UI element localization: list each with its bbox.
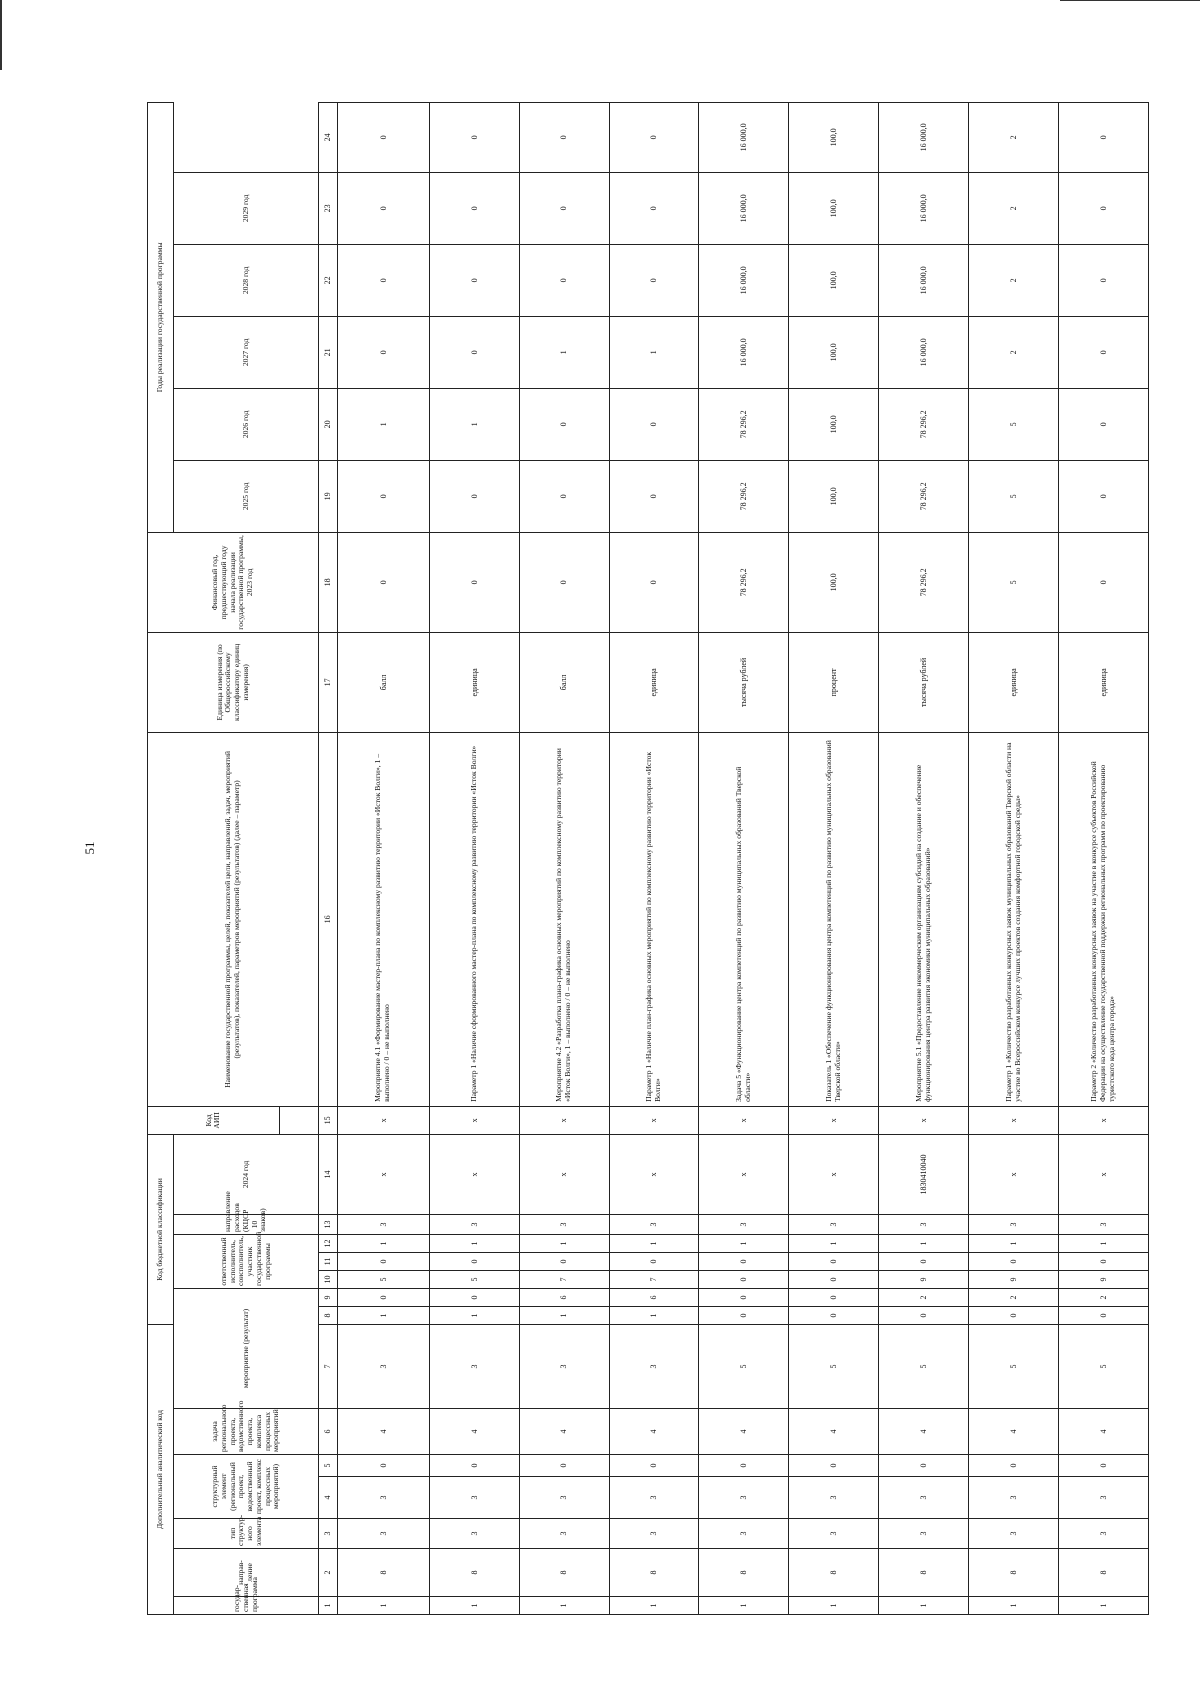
header-year-2026: 2026 год: [174, 388, 319, 460]
table-cell: 9: [1058, 1270, 1148, 1288]
table-cell: 3: [879, 1519, 969, 1549]
table-cell: 3: [699, 1214, 789, 1234]
table-cell: 5: [789, 1324, 879, 1408]
table-cell: 7: [519, 1270, 609, 1288]
table-cell: 100,0: [789, 244, 879, 316]
table-cell: 0: [969, 1306, 1059, 1324]
table-cell: 0: [429, 1252, 519, 1270]
table-cell: 1: [699, 1234, 789, 1252]
table-cell: 0: [1058, 388, 1148, 460]
table-cell: х: [1058, 1106, 1148, 1134]
column-number: 11: [319, 1252, 338, 1270]
table-cell: 4: [337, 1409, 429, 1455]
table-cell: 78 296,2: [699, 532, 789, 632]
table-cell: единица: [429, 632, 519, 732]
table-cell: 3: [969, 1214, 1059, 1234]
table-cell: 0: [1058, 460, 1148, 532]
table-cell: единица: [609, 632, 699, 732]
table-cell: 0: [519, 102, 609, 172]
header-struct: структурный элемент (региональный проект, ведомственный проект, комплекс процессных мероприятий): [174, 1455, 319, 1519]
table-row: [1058, 102, 1148, 1614]
table-cell: 0: [519, 1252, 609, 1270]
table-cell: 7: [609, 1270, 699, 1288]
table-cell: 78 296,2: [699, 388, 789, 460]
table-cell: 0: [609, 172, 699, 244]
table-cell: 0: [429, 532, 519, 632]
table-cell: 5: [879, 1324, 969, 1408]
row-name-cell: Мероприятие 4.1 «Формирование мастер-плана по комплексному развитию территории «Исток Волги», 1 – выполнено / 0 – не выполнено: [337, 732, 429, 1106]
table-cell: х: [699, 1134, 789, 1214]
table-cell: 3: [1058, 1214, 1148, 1234]
table-cell: 0: [789, 1288, 879, 1306]
table-cell: 6: [609, 1288, 699, 1306]
table-cell: 3: [429, 1324, 519, 1408]
table-cell: 0: [699, 1455, 789, 1477]
header-task: задача регионального проекта, ведомственного проекта, комплекса процессных мероприятий: [174, 1409, 319, 1455]
table-cell: 8: [879, 1549, 969, 1597]
table-cell: 0: [429, 244, 519, 316]
column-number: 4: [319, 1477, 338, 1519]
table-cell: 0: [337, 244, 429, 316]
table-cell: 5: [337, 1270, 429, 1288]
table-cell: 3: [337, 1214, 429, 1234]
table-cell: 3: [519, 1519, 609, 1549]
header-year-2029: 2029 год: [174, 172, 319, 244]
table-cell: 3: [519, 1477, 609, 1519]
table-cell: 1: [519, 1234, 609, 1252]
table-cell: 0: [429, 1455, 519, 1477]
table-cell: 100,0: [789, 172, 879, 244]
table-cell: 1: [337, 1234, 429, 1252]
header-year-2027: 2027 год: [174, 316, 319, 388]
table-cell: 8: [609, 1549, 699, 1597]
table-cell: 1: [969, 1597, 1059, 1615]
table-cell: 8: [969, 1549, 1059, 1597]
table-cell: 0: [1058, 1455, 1148, 1477]
column-number: 19: [319, 460, 338, 532]
header-exec: ответственный исполнитель, соисполнитель, участник государственной программы: [174, 1234, 319, 1288]
table-cell: 0: [609, 244, 699, 316]
table-cell: 0: [337, 460, 429, 532]
table-cell: 8: [1058, 1549, 1148, 1597]
table-cell: 16 000,0: [879, 172, 969, 244]
column-number: 13: [319, 1214, 338, 1234]
table-cell: 1: [519, 1306, 609, 1324]
table-row: [699, 102, 789, 1614]
table-cell: 0: [1058, 316, 1148, 388]
table-cell: 5: [969, 532, 1059, 632]
table-cell: 16 000,0: [699, 244, 789, 316]
column-number: 7: [319, 1324, 338, 1408]
table-cell: 0: [429, 102, 519, 172]
table-cell: 3: [609, 1214, 699, 1234]
table-cell: 0: [429, 460, 519, 532]
table-cell: 16 000,0: [879, 316, 969, 388]
table-cell: 100,0: [789, 102, 879, 172]
table-cell: 1: [879, 1234, 969, 1252]
table-cell: 0: [879, 1252, 969, 1270]
table-cell: 8: [789, 1549, 879, 1597]
table-cell: х: [1058, 1134, 1148, 1214]
table-cell: 3: [519, 1214, 609, 1234]
table-cell: 0: [337, 1455, 429, 1477]
column-number: 12: [319, 1234, 338, 1252]
table-cell: 1: [429, 1306, 519, 1324]
table-cell: 3: [1058, 1477, 1148, 1519]
table-cell: 2: [879, 1288, 969, 1306]
table-cell: 0: [337, 1288, 429, 1306]
table-cell: 1: [609, 1306, 699, 1324]
table-cell: 8: [519, 1549, 609, 1597]
table-row: [429, 102, 519, 1614]
table-cell: 0: [1058, 244, 1148, 316]
table-cell: 0: [519, 1455, 609, 1477]
table-cell: 4: [789, 1409, 879, 1455]
header-direction: направ-ление: [174, 1549, 319, 1597]
table-cell: 2: [969, 1288, 1059, 1306]
table-cell: 1: [699, 1597, 789, 1615]
header-exp: направление расходов (КЦСР 10 знаков): [174, 1214, 319, 1234]
table-cell: 1: [879, 1597, 969, 1615]
table-cell: 3: [337, 1477, 429, 1519]
column-number: 2: [319, 1549, 338, 1597]
table-cell: 1830410040: [879, 1134, 969, 1214]
column-number: 1: [319, 1597, 338, 1615]
table-cell: 1: [519, 316, 609, 388]
table-cell: 0: [969, 1252, 1059, 1270]
table-cell: 0: [429, 172, 519, 244]
table-cell: х: [789, 1106, 879, 1134]
table-cell: 3: [1058, 1519, 1148, 1549]
table-row: [969, 102, 1059, 1614]
table-cell: х: [337, 1134, 429, 1214]
table-cell: 1: [429, 1597, 519, 1615]
table-cell: 78 296,2: [879, 532, 969, 632]
table-cell: 0: [1058, 532, 1148, 632]
table-cell: 1: [337, 1306, 429, 1324]
column-number: 24: [319, 102, 338, 172]
table-cell: 3: [789, 1519, 879, 1549]
header-additional-code: Дополнительный аналитический код: [148, 1324, 174, 1614]
table-cell: 3: [337, 1324, 429, 1408]
table-cell: 2: [969, 316, 1059, 388]
table-cell: 8: [337, 1549, 429, 1597]
column-number: 21: [319, 316, 338, 388]
table-cell: 0: [609, 388, 699, 460]
row-name-cell: Параметр 1 «Наличие сформированного мастер-плана по комплексному развитию территории «Исток Волги»: [429, 732, 519, 1106]
table-cell: 100,0: [789, 316, 879, 388]
header-event: мероприятие (результат): [174, 1288, 319, 1408]
table-cell: 4: [609, 1409, 699, 1455]
table-cell: 1: [1058, 1234, 1148, 1252]
table-cell: х: [429, 1134, 519, 1214]
table-cell: 3: [879, 1214, 969, 1234]
table-cell: 0: [429, 316, 519, 388]
column-number: 6: [319, 1409, 338, 1455]
header-aip-code: Код АИП: [148, 1106, 280, 1134]
row-name-cell: Мероприятие 5.1 «Предоставление некоммерческим организациям субсидий на создание и обеспечение функционирования центра развития экономики муниципальных образований»: [879, 732, 969, 1106]
table-cell: 1: [429, 388, 519, 460]
table-cell: 0: [789, 1270, 879, 1288]
header-gp: государ-ственная программа: [174, 1597, 319, 1615]
table-cell: 2: [969, 102, 1059, 172]
column-number: 14: [319, 1134, 338, 1214]
table-cell: 1: [337, 1597, 429, 1615]
column-number: 10: [319, 1270, 338, 1288]
table-cell: 0: [879, 1306, 969, 1324]
header-fin-year: Финансовый год, предшествующий году начала реализации государственной программы, 2023 год: [148, 532, 319, 632]
table-cell: 1: [789, 1597, 879, 1615]
table-cell: 16 000,0: [879, 244, 969, 316]
table-cell: 0: [1058, 1252, 1148, 1270]
table-cell: 0: [789, 1252, 879, 1270]
table-cell: 8: [699, 1549, 789, 1597]
table-cell: 3: [699, 1477, 789, 1519]
header-aip-code-blank: [279, 1106, 318, 1134]
table-cell: балл: [519, 632, 609, 732]
header-year-2028: 2028 год: [174, 244, 319, 316]
table-cell: 0: [519, 532, 609, 632]
table-cell: 4: [429, 1409, 519, 1455]
table-cell: 0: [699, 1270, 789, 1288]
table-cell: процент: [789, 632, 879, 732]
table-cell: 3: [429, 1214, 519, 1234]
table-cell: 0: [337, 1252, 429, 1270]
table-cell: 1: [609, 316, 699, 388]
table-row: [519, 102, 609, 1614]
table-cell: 8: [429, 1549, 519, 1597]
column-number: 17: [319, 632, 338, 732]
table-cell: х: [699, 1106, 789, 1134]
table-cell: 0: [337, 172, 429, 244]
table-cell: 2: [969, 244, 1059, 316]
table-cell: 0: [789, 1306, 879, 1324]
table-cell: тысяча рублей: [879, 632, 969, 732]
table-cell: 1: [609, 1597, 699, 1615]
table-cell: 0: [789, 1455, 879, 1477]
column-number: 15: [319, 1106, 338, 1134]
table-cell: 0: [429, 1288, 519, 1306]
page-number: 51: [82, 841, 97, 855]
row-name-cell: Показатель 1 «Обеспечение функционирования центра компетенций по развитию муниципальных образований Тверской области»: [789, 732, 879, 1106]
table-cell: 3: [609, 1477, 699, 1519]
table-cell: 5: [429, 1270, 519, 1288]
header-year-2024: 2024 год: [174, 1134, 319, 1214]
table-cell: 3: [699, 1519, 789, 1549]
table-cell: 3: [429, 1519, 519, 1549]
table-cell: 2: [969, 172, 1059, 244]
table-cell: 0: [699, 1306, 789, 1324]
table-row: [609, 102, 699, 1614]
table-cell: 5: [699, 1324, 789, 1408]
table-cell: 0: [609, 1252, 699, 1270]
table-cell: 16 000,0: [699, 102, 789, 172]
column-number: 3: [319, 1519, 338, 1549]
table-cell: 1: [969, 1234, 1059, 1252]
table-cell: х: [429, 1106, 519, 1134]
table-cell: 3: [519, 1324, 609, 1408]
column-number: 23: [319, 172, 338, 244]
table-cell: 0: [337, 102, 429, 172]
header-name: Наименование государственной программы, целей, показателей цели, направлений, задач, мероприятий (результатов), показателей, параметров мероприятий (результатов) (далее – параметр): [148, 732, 319, 1106]
table-cell: единица: [1058, 632, 1148, 732]
table-cell: 16 000,0: [699, 172, 789, 244]
table-cell: 100,0: [789, 532, 879, 632]
table-cell: 0: [609, 460, 699, 532]
table-cell: 1: [429, 1234, 519, 1252]
table-cell: 5: [969, 460, 1059, 532]
column-number: 9: [319, 1288, 338, 1306]
table-cell: 4: [519, 1409, 609, 1455]
table-cell: 3: [429, 1477, 519, 1519]
table-cell: 100,0: [789, 460, 879, 532]
table-cell: 5: [1058, 1324, 1148, 1408]
row-name-cell: Задача 5 «Функционирование центра компетенций по развитию муниципальных образований Тверской области»: [699, 732, 789, 1106]
table-cell: 0: [519, 172, 609, 244]
table-cell: 9: [969, 1270, 1059, 1288]
row-name-cell: Параметр 1 «Наличие план-графика основных мероприятий по комплексному развитию территории «Исток Волги»: [609, 732, 699, 1106]
table-cell: 6: [519, 1288, 609, 1306]
table-cell: 1: [337, 388, 429, 460]
row-name-cell: Параметр 2 «Количество разработанных конкурсных заявок на участие в конкурсе субъектов Российской Федерации на осуществление государственной поддержки региональных программ по проектированию туристского кода центра города»: [1058, 732, 1148, 1106]
header-unit: Единица измерения (по Общероссийскому классификатору единиц измерения): [148, 632, 319, 732]
rotated-table-container: [147, 103, 1149, 1615]
table-cell: 0: [609, 532, 699, 632]
header-years-group: Годы реализации государственной программы: [148, 102, 174, 532]
table-cell: х: [789, 1134, 879, 1214]
table-cell: 0: [969, 1455, 1059, 1477]
scan-edge-mark: [0, 0, 2, 70]
table-cell: 3: [789, 1214, 879, 1234]
table-cell: 1: [519, 1597, 609, 1615]
program-table: [147, 102, 1149, 1615]
table-cell: х: [969, 1106, 1059, 1134]
table-cell: 5: [969, 1324, 1059, 1408]
table-cell: 2: [1058, 1288, 1148, 1306]
column-number: 22: [319, 244, 338, 316]
column-number: 5: [319, 1455, 338, 1477]
row-name-cell: Параметр 1 «Количество разработанных конкурсных заявок муниципальных образований Тверской области на участие во Всероссийском конкурсе лучших проектов создания комфортной городской среды»: [969, 732, 1059, 1106]
table-cell: 0: [519, 244, 609, 316]
table-cell: 0: [519, 460, 609, 532]
row-name-cell: Мероприятие 4.2 «Разработка плана-графика основных мероприятий по комплексному развитию территории «Исток Волги», 1 – выполнено / 0 – не выполнено: [519, 732, 609, 1106]
table-cell: 4: [1058, 1409, 1148, 1455]
table-row: [879, 102, 969, 1614]
table-cell: х: [337, 1106, 429, 1134]
header-type: тип структур-ного элемента: [174, 1519, 319, 1549]
table-cell: 78 296,2: [699, 460, 789, 532]
table-cell: 4: [879, 1409, 969, 1455]
scan-edge-mark: [1060, 0, 1200, 1]
table-cell: 1: [609, 1234, 699, 1252]
table-cell: х: [609, 1134, 699, 1214]
table-cell: 0: [699, 1288, 789, 1306]
table-cell: 3: [609, 1324, 699, 1408]
table-cell: 0: [337, 316, 429, 388]
table-cell: 100,0: [789, 388, 879, 460]
column-number: 18: [319, 532, 338, 632]
table-cell: единица: [969, 632, 1059, 732]
header-year-2025: 2025 год: [174, 460, 319, 532]
table-cell: х: [519, 1106, 609, 1134]
table-cell: 9: [879, 1270, 969, 1288]
header-budget-code: Код бюджетной классификации: [148, 1134, 174, 1324]
table-cell: 0: [699, 1252, 789, 1270]
table-cell: 0: [879, 1455, 969, 1477]
table-cell: 0: [1058, 1306, 1148, 1324]
table-cell: 0: [1058, 172, 1148, 244]
table-cell: 1: [789, 1234, 879, 1252]
table-cell: 78 296,2: [879, 460, 969, 532]
table-row: [337, 102, 429, 1614]
table-cell: х: [609, 1106, 699, 1134]
table-cell: 3: [337, 1519, 429, 1549]
table-cell: 5: [969, 388, 1059, 460]
table-cell: 3: [969, 1477, 1059, 1519]
column-number: 20: [319, 388, 338, 460]
table-cell: 3: [879, 1477, 969, 1519]
table-cell: тысяча рублей: [699, 632, 789, 732]
table-cell: 0: [519, 388, 609, 460]
table-cell: 0: [1058, 102, 1148, 172]
table-row: [789, 102, 879, 1614]
table-cell: балл: [337, 632, 429, 732]
table-cell: 0: [337, 532, 429, 632]
table-cell: 4: [699, 1409, 789, 1455]
table-cell: 16 000,0: [879, 102, 969, 172]
table-cell: 3: [789, 1477, 879, 1519]
table-cell: 0: [609, 102, 699, 172]
table-cell: 0: [609, 1455, 699, 1477]
table-cell: 3: [609, 1519, 699, 1549]
table-cell: 3: [969, 1519, 1059, 1549]
column-number: 16: [319, 732, 338, 1106]
table-cell: х: [969, 1134, 1059, 1214]
table-cell: х: [879, 1106, 969, 1134]
table-cell: 16 000,0: [699, 316, 789, 388]
column-number-row: [319, 102, 338, 1614]
table-cell: 4: [969, 1409, 1059, 1455]
column-number: 8: [319, 1306, 338, 1324]
table-cell: х: [519, 1134, 609, 1214]
table-cell: 78 296,2: [879, 388, 969, 460]
table-cell: 1: [1058, 1597, 1148, 1615]
